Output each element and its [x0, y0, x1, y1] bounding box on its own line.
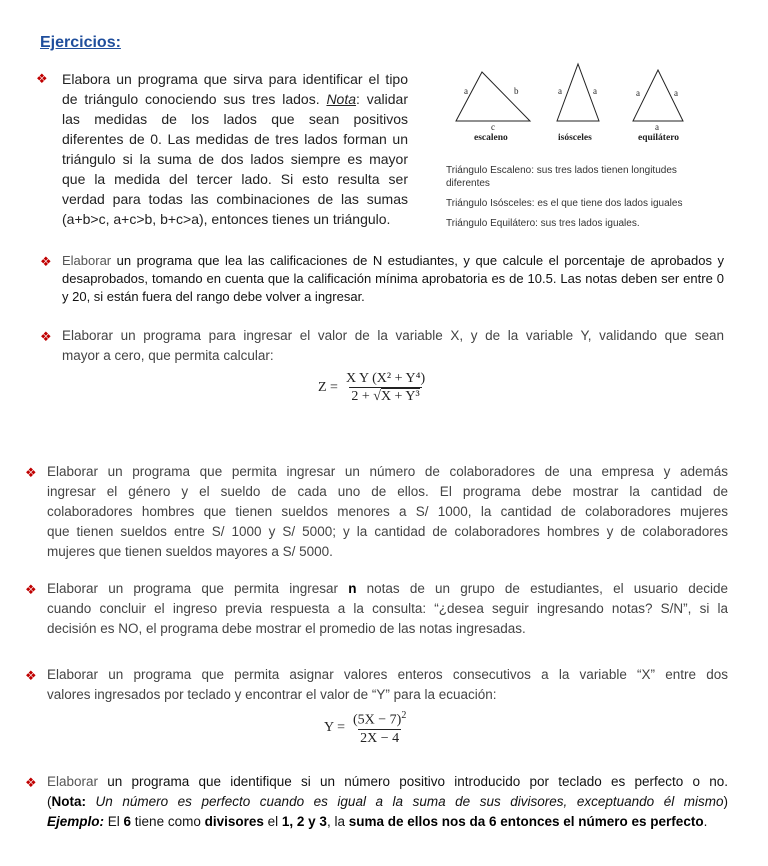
- formula-y: [324, 710, 408, 747]
- bullet-icon: ❖: [40, 329, 52, 344]
- exercise-3-line: Elaborar un programa para ingresar el valor de la variable X, y de la variable Y, validando que sean: [62, 328, 724, 343]
- formula-y-numerator: [351, 710, 408, 729]
- triangle-note-scalene: Triángulo Escaleno: sus tres lados tienen longitudes: [446, 165, 677, 176]
- formula-z-fraction: [344, 371, 427, 405]
- exercise-1-line: que la medida del tercer lado. Si esto resulta ser: [62, 171, 408, 187]
- text-span: 2 +: [351, 389, 374, 404]
- exercise-4-line: que tienen sueldos entre S/ 1000 y S/ 5000; y la cantidad de colaboradores hombres y de colaboradores: [47, 524, 728, 539]
- exercise-1-line: triángulo si la suma de dos lados siempre es mayor: [62, 151, 408, 167]
- exercise-6-line: valores ingresados por teclado y encontrar el valor de “Y” para la ecuación:: [47, 687, 497, 702]
- side-label-a: a: [464, 86, 468, 96]
- exercise-3: [62, 326, 724, 366]
- text-span: Elaborar: [62, 253, 112, 268]
- text-span: (5X − 7): [353, 712, 402, 728]
- text-span: ): [723, 794, 728, 809]
- side-label-a: a: [655, 122, 659, 132]
- exercise-4-line: colaboradores hombres que tienen sueldos menores a S/ 1000, la cantidad de colaboradores mujeres: [47, 504, 728, 519]
- triangle-note-equilateral: Triángulo Equilátero: sus tres lados iguales.: [446, 218, 640, 229]
- exercise-4: [47, 462, 728, 562]
- bullet-icon: ❖: [25, 582, 37, 597]
- formula-z-numerator: X Y (X² + Y⁴): [345, 371, 426, 386]
- bullet-icon: ❖: [36, 71, 48, 86]
- triangle-types-figure: [448, 58, 708, 148]
- exercise-4-line: Elaborar un programa que permita ingresar un número de colaboradores de una empresa y además: [47, 464, 728, 479]
- text-span: 1, 2 y 3: [281, 814, 327, 829]
- sqrt-icon: √: [373, 389, 381, 404]
- formula-y-denominator: 2X − 4: [360, 730, 400, 746]
- exercise-7-line: [47, 812, 728, 832]
- exercise-2-line: desaprobados, tomando en cuenta que la calificación mínima aprobatoria es de 10.5. Las notas deben ser entre 0: [62, 271, 724, 286]
- text-span: 6: [123, 814, 132, 829]
- exercise-2: [62, 252, 724, 306]
- text-span: de triángulo conociendo sus tres lados.: [62, 91, 327, 107]
- text-span: El: [104, 814, 124, 829]
- exercise-1-line: [62, 89, 408, 109]
- side-label-a: a: [674, 88, 678, 98]
- text-span: un programa que lea las calificaciones de N estudiantes, y que calcule el porcentaje de aprobados y: [111, 253, 724, 268]
- caption-equilatero: equilátero: [638, 133, 679, 143]
- scalene-triangle: [456, 72, 530, 121]
- side-label-a: a: [636, 88, 640, 98]
- triangle-note-scalene-cont: diferentes: [446, 178, 490, 189]
- exercise-4-line: mujeres que tienen sueldos mayores a S/ 5000.: [47, 544, 333, 559]
- exercise-4-line: ingresar el género y el sueldo de cada uno de ellos. El programa debe mostrar la cantidad de: [47, 484, 728, 499]
- text-span: X + Y³: [380, 389, 420, 404]
- exercise-7-line: [47, 772, 728, 792]
- side-label-c: c: [491, 122, 495, 132]
- text-span: divisores: [204, 814, 264, 829]
- bullet-icon: ❖: [25, 668, 37, 683]
- formula-y-fraction: [351, 710, 408, 747]
- exercise-2-line: [62, 252, 724, 270]
- exercise-5-line: [47, 579, 728, 599]
- text-span: 2: [401, 710, 407, 721]
- exercise-7-line: [47, 792, 728, 812]
- text-span: Ejemplo:: [47, 814, 105, 829]
- side-label-a: a: [593, 86, 597, 96]
- exercise-5-line: decisión es NO, el programa debe mostrar el promedio de las notas ingresadas.: [47, 621, 526, 636]
- text-span: un programa que identifique si un número positivo introducido por teclado es perfecto o no.: [98, 774, 728, 789]
- exercise-5-line: cuando concluir el ingreso previa respuesta a la consulta: “¿desea seguir ingresando notas? S/N”, si la: [47, 601, 728, 616]
- exercise-1: [62, 69, 408, 229]
- text-span: Elaborar un programa que permita ingresar: [47, 581, 349, 596]
- exercise-1-line: (a+b>c, a+c>b, b+c>a), entonces tienes un triángulo.: [62, 211, 391, 227]
- bullet-icon: ❖: [25, 465, 37, 480]
- side-label-b: b: [514, 86, 519, 96]
- text-span: el: [263, 814, 282, 829]
- exercise-2-line: y 20, si están fuera del rango debe volver a ingresar.: [62, 289, 365, 304]
- text-span: (: [47, 794, 52, 809]
- bullet-icon: ❖: [40, 254, 52, 269]
- text-span: tiene como: [131, 814, 205, 829]
- text-span: .: [703, 814, 708, 829]
- text-span: : validar: [356, 91, 408, 107]
- exercise-1-line: Elabora un programa que sirva para identificar el tipo: [62, 71, 408, 87]
- side-label-a: a: [558, 86, 562, 96]
- exercise-5: [47, 579, 728, 639]
- text-span: notas de un grupo de estudiantes, el usuario decide: [356, 581, 728, 596]
- text-span: , la: [326, 814, 349, 829]
- page-title: Ejercicios:: [40, 34, 121, 51]
- caption-escaleno: escaleno: [474, 133, 508, 143]
- bullet-icon: ❖: [25, 775, 37, 790]
- exercise-1-line: verdad para todas las combinaciones de las sumas: [62, 191, 408, 207]
- formula-z-denominator: [349, 387, 421, 405]
- note-label: Nota: [326, 91, 357, 107]
- text-span: Nota:: [51, 794, 86, 809]
- triangle-note-isosceles: Triángulo Isósceles: es el que tiene dos lados iguales: [446, 198, 683, 209]
- text-span: Elaborar: [47, 774, 99, 789]
- text-span: n: [348, 581, 357, 596]
- exercise-6: [47, 665, 728, 705]
- exercise-1-line: las medidas de los lados que sean positivos: [62, 111, 408, 127]
- exercise-1-line: diferentes de 0. Las medidas de tres lados forman un: [62, 131, 408, 147]
- exercise-3-line: mayor a cero, que permita calcular:: [62, 348, 274, 363]
- formula-z: [318, 371, 427, 405]
- exercise-6-line: Elaborar un programa que permita asignar valores enteros consecutivos a la variable “X” entre dos: [47, 667, 728, 682]
- formula-y-lhs: Y =: [324, 720, 345, 736]
- text-span: Un número es perfecto cuando es igual a la suma de sus divisores, exceptuando él mismo: [86, 794, 724, 809]
- exercise-7: [47, 772, 728, 832]
- caption-isosceles: isósceles: [558, 133, 592, 143]
- text-span: suma de ellos nos da 6 entonces el número es perfecto: [348, 814, 704, 829]
- formula-z-lhs: Z =: [318, 380, 338, 395]
